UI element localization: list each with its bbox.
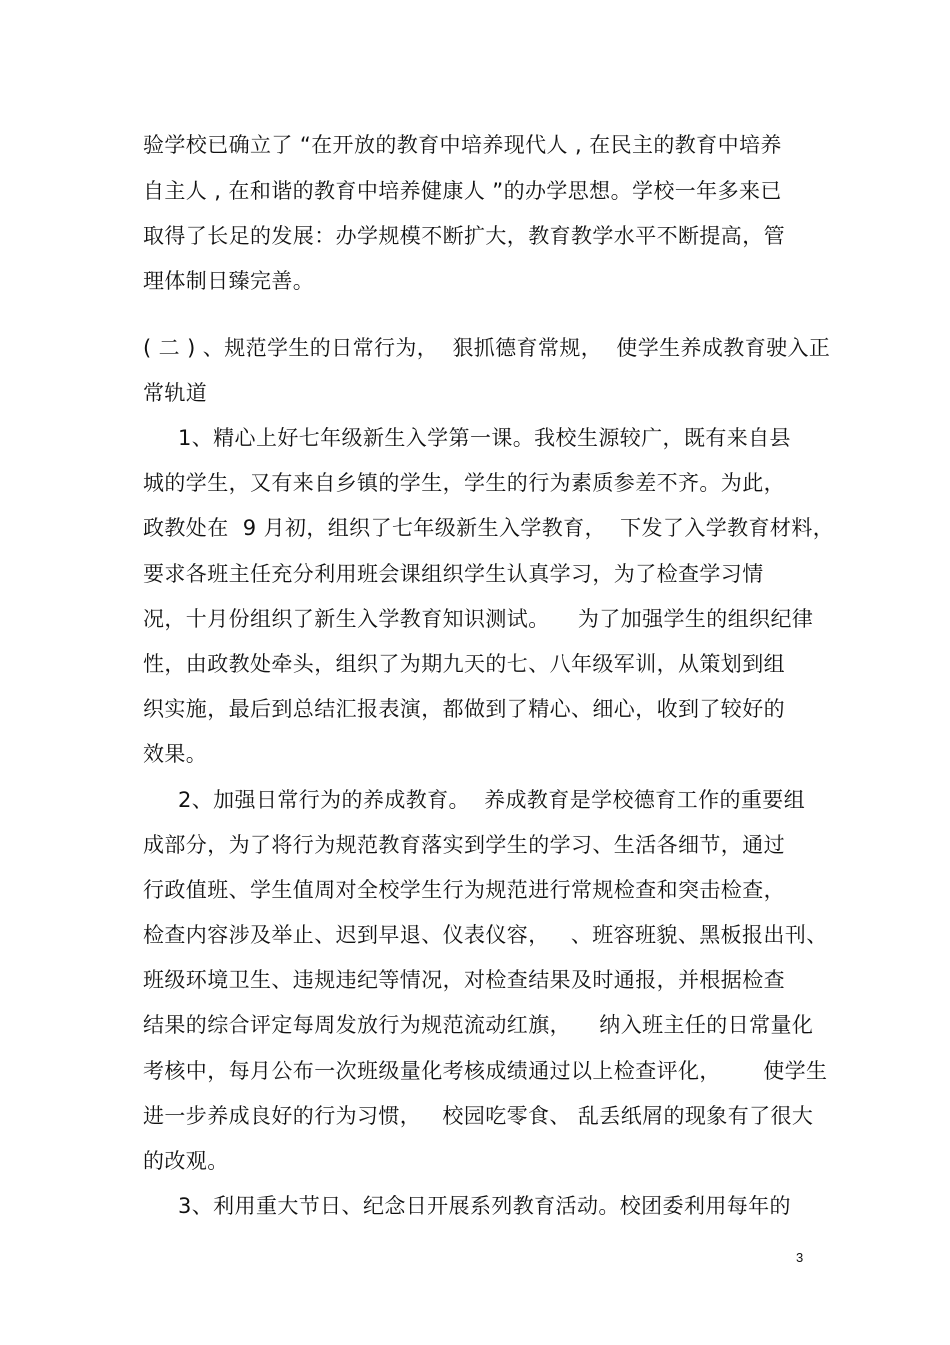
text-line: 效果。: [143, 742, 208, 766]
text-line: 取得了长足的发展：办学规模不断扩大，教育教学水平不断提高，管: [143, 224, 785, 248]
text-line: 考核中，每月公布一次班级量化考核成绩通过以上检查评化， 使学生: [143, 1059, 828, 1083]
text-line: 要求各班主任充分利用班会课组织学生认真学习，为了检查学习情: [143, 562, 764, 586]
text-line: 性，由政教处牵头，组织了为期九天的七、八年级军训，从策划到组: [143, 652, 785, 676]
text-line: 理体制日臻完善。: [143, 269, 315, 293]
text-line: 况，十月份组织了新生入学教育知识测试。 为了加强学生的组织纪律: [143, 607, 814, 631]
text-line: 政教处在 9 月初，组织了七年级新生入学教育， 下发了入学教育材料，: [143, 516, 835, 540]
text-line: 验学校已确立了 “在开放的教育中培养现代人 , 在民主的教育中培养: [143, 133, 782, 157]
text-line: 班级环境卫生、违规违纪等情况，对检查结果及时通报，并根据检查: [143, 968, 785, 992]
paragraph-start: 1、精心上好七年级新生入学第一课。我校生源较广，既有来自县: [178, 426, 791, 450]
text-line: 织实施，最后到总结汇报表演，都做到了精心、细心，收到了较好的: [143, 697, 785, 721]
section-heading: ( 二 ) 、规范学生的日常行为， 狠抓德育常规， 使学生养成教育驶入正: [143, 336, 831, 360]
text-line: 结果的综合评定每周发放行为规范流动红旗， 纳入班主任的日常量化: [143, 1013, 814, 1037]
text-line: 进一步养成良好的行为习惯， 校园吃零食、 乱丢纸屑的现象有了很大: [143, 1104, 814, 1128]
section-heading-continued: 常轨道: [143, 381, 208, 405]
text-line: 的改观。: [143, 1149, 229, 1173]
text-line: 城的学生，又有来自乡镇的学生，学生的行为素质参差不齐。为此，: [143, 471, 785, 495]
page-number: 3: [796, 1250, 804, 1265]
text-line: 行政值班、学生值周对全校学生行为规范进行常规检查和突击检查，: [143, 878, 785, 902]
text-line: 检查内容涉及举止、迟到早退、仪表仪容， 、班容班貌、黑板报出刊、: [143, 923, 828, 947]
text-line: 成部分，为了将行为规范教育落实到学生的学习、生活各细节，通过: [143, 833, 785, 857]
text-line: 自主人 , 在和谐的教育中培养健康人 ”的办学思想。学校一年多来已: [143, 179, 782, 203]
paragraph-start: 3、利用重大节日、纪念日开展系列教育活动。校团委利用每年的: [178, 1194, 791, 1218]
paragraph-start: 2、加强日常行为的养成教育。 养成教育是学校德育工作的重要组: [178, 788, 806, 812]
